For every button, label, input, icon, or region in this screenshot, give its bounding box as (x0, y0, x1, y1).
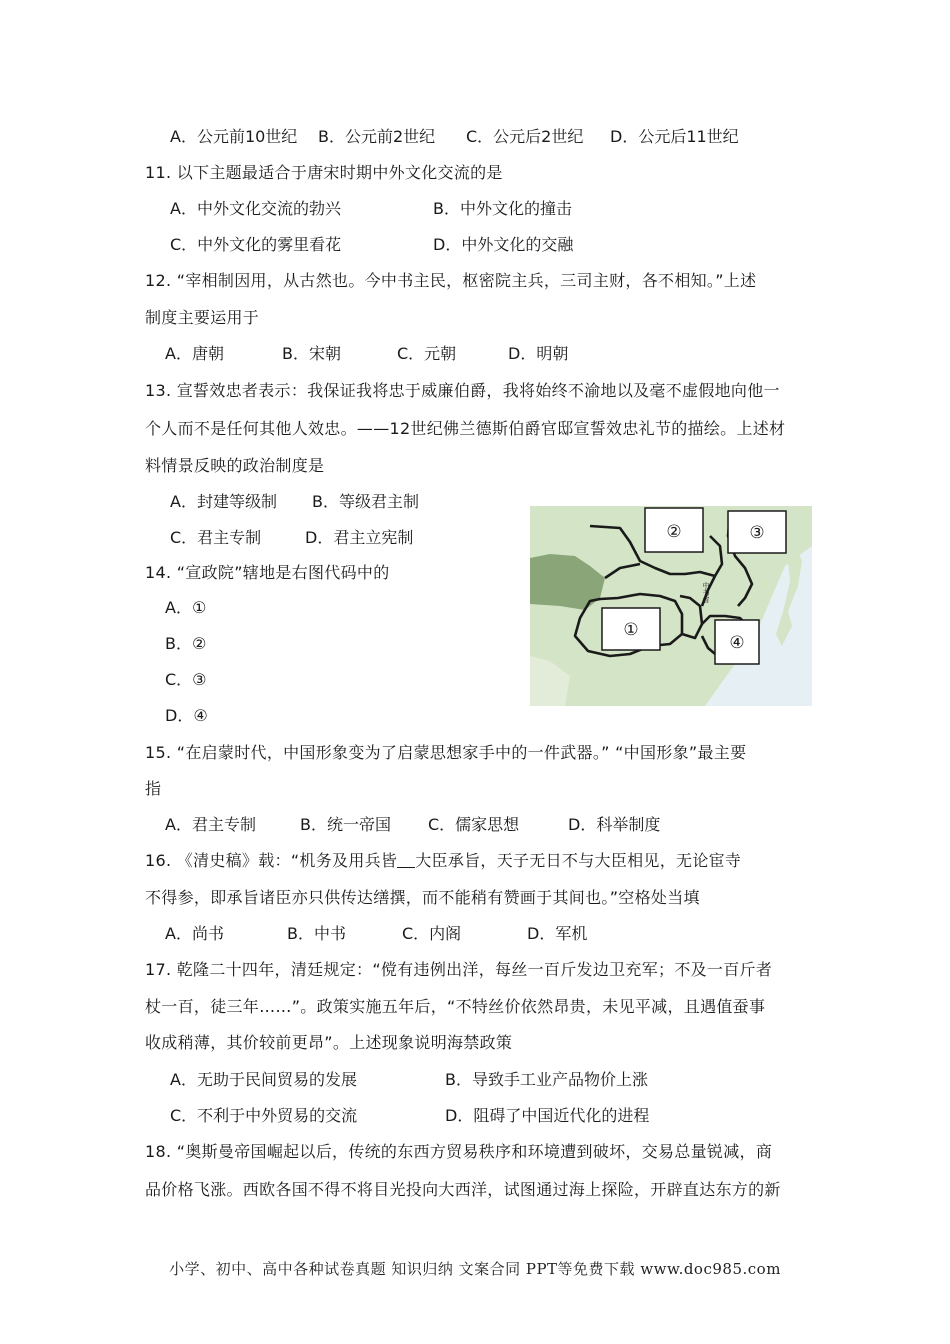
q17-option-d: D．阻碍了中国近代化的进程 (445, 1106, 650, 1125)
q10-option-d: D．公元后11世纪 (610, 127, 739, 146)
q16-option-b: B．中书 (287, 924, 346, 943)
q16-stem-pre: 16. 《清史稿》载：“机务及用兵皆 (145, 851, 398, 870)
q15-option-b: B．统一帝国 (300, 815, 391, 834)
map-region-label: 中书省 (702, 582, 710, 603)
q13-stem-line2: 个人而不是任何其他人效忠。——12世纪佛兰德斯伯爵官邸宣誓效忠礼节的描绘。上述材 (145, 419, 786, 438)
q16-option-d: D．军机 (527, 924, 588, 943)
q17-stem-line3: 收成稍薄，其价较前更昂”。上述现象说明海禁政策 (145, 1033, 513, 1052)
q11-option-b: B．中外文化的撞击 (433, 199, 572, 218)
q16-stem-post: 大臣承旨，天子无日不与大臣相见，无论宦寺 (415, 851, 742, 870)
q11-option-d: D．中外文化的交融 (433, 235, 574, 254)
page-footer: 小学、初中、高中各种试卷真题 知识归纳 文案合同 PPT等免费下载 www.doc985.com (169, 1260, 781, 1278)
map-label-1: ① (623, 620, 639, 640)
q14-option-b: B．② (165, 634, 207, 653)
q12-option-c: C．元朝 (397, 344, 457, 363)
q17-option-b: B．导致手工业产品物价上涨 (445, 1070, 648, 1089)
q13-option-b: B．等级君主制 (312, 492, 419, 511)
q13-option-a: A．封建等级制 (170, 492, 277, 511)
q12-option-a: A．唐朝 (165, 344, 224, 363)
map-label-4: ④ (729, 633, 745, 653)
map-label-3: ③ (749, 523, 765, 543)
map-label-2: ② (666, 522, 682, 542)
q11-option-a: A．中外文化交流的勃兴 (170, 199, 341, 218)
q13-option-c: C．君主专制 (170, 528, 262, 547)
q13-stem-line3: 料情景反映的政治制度是 (145, 456, 325, 475)
q11-option-c: C．中外文化的雾里看花 (170, 235, 342, 254)
yuan-dynasty-map (530, 506, 812, 706)
q12-stem-line2: 制度主要运用于 (145, 308, 260, 327)
q16-stem-line2: 不得参，即承旨诸臣亦只供传达缮撰，而不能稍有赞画于其间也。”空格处当填 (145, 888, 700, 907)
q16-option-c: C．内阁 (402, 924, 462, 943)
q15-stem-line2: 指 (145, 779, 162, 798)
q16-blank (397, 853, 415, 868)
q17-stem-line2: 杖一百，徒三年……”。政策实施五年后，“不特丝价依然昂贵，未见平减，且遇值蚕事 (145, 997, 766, 1016)
q17-option-c: C．不利于中外贸易的交流 (170, 1106, 358, 1125)
q13-option-d: D．君主立宪制 (305, 528, 414, 547)
q10-option-a: A．公元前10世纪 (170, 127, 298, 146)
q16-stem-line1 (145, 851, 741, 871)
q14-option-a: A．① (165, 598, 207, 617)
q10-option-c: C．公元后2世纪 (466, 127, 584, 146)
q14-option-c: C．③ (165, 670, 207, 689)
q17-stem-line1: 17. 乾隆二十四年，清廷规定：“傥有违例出洋，每丝一百斤发边卫充军；不及一百斤者 (145, 960, 773, 979)
q17-option-a: A．无助于民间贸易的发展 (170, 1070, 357, 1089)
q12-option-b: B．宋朝 (282, 344, 341, 363)
q10-option-b: B．公元前2世纪 (318, 127, 436, 146)
q15-option-c: C．儒家思想 (428, 815, 520, 834)
q12-option-d: D．明朝 (508, 344, 569, 363)
q12-stem-line1: 12. “宰相制因用，从古然也。今中书主民，枢密院主兵，三司主财，各不相知。”上述 (145, 271, 757, 290)
q15-option-d: D．科举制度 (568, 815, 661, 834)
q18-stem-line2: 品价格飞涨。西欧各国不得不将目光投向大西洋，试图通过海上探险，开辟直达东方的新 (145, 1180, 781, 1199)
q14-stem: 14. “宣政院”辖地是右图代码中的 (145, 563, 390, 582)
q14-option-d: D．④ (165, 706, 208, 725)
q13-stem-line1: 13. 宣誓效忠者表示：我保证我将忠于威廉伯爵，我将始终不渝地以及毫不虚假地向他一 (145, 381, 780, 400)
q11-stem: 11. 以下主题最适合于唐宋时期中外文化交流的是 (145, 163, 503, 182)
q16-option-a: A．尚书 (165, 924, 224, 943)
q18-stem-line1: 18. “奥斯曼帝国崛起以后，传统的东西方贸易秩序和环境遭到破坏，交易总量锐减，商 (145, 1142, 773, 1161)
q15-option-a: A．君主专制 (165, 815, 256, 834)
q15-stem-line1: 15. “在启蒙时代，中国形象变为了启蒙思想家手中的一件武器。” “中国形象”最主要 (145, 743, 747, 762)
